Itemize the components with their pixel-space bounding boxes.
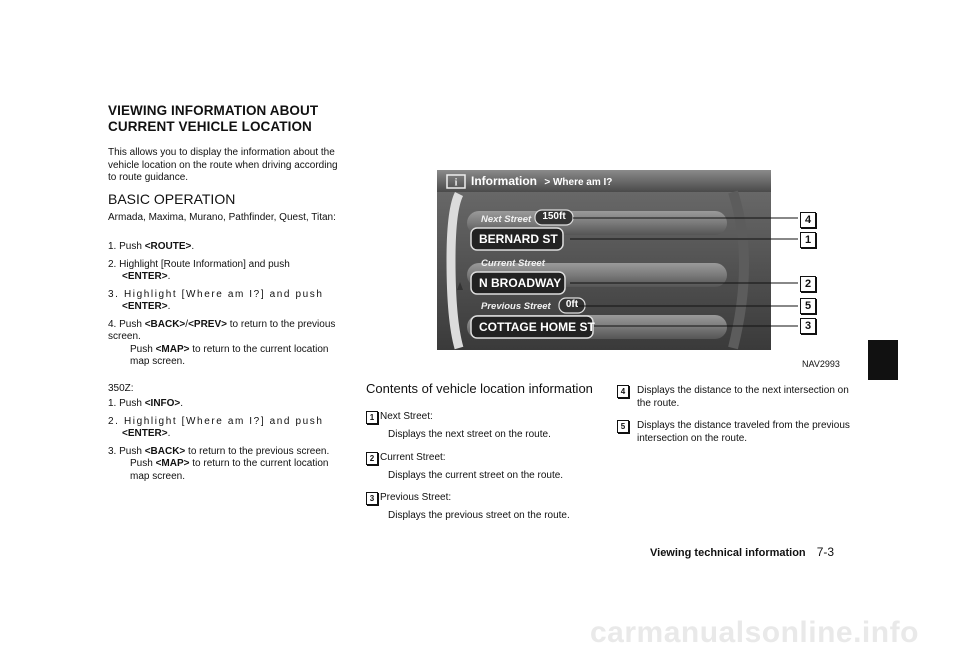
callout-1: 1 bbox=[800, 232, 816, 248]
next-street-label: Next Street bbox=[481, 214, 532, 225]
basic-operation-title: BASIC OPERATION bbox=[108, 191, 236, 207]
step-a3: 3. Highlight [Where am I?] and push <ENTER>. bbox=[108, 288, 324, 312]
screen-title: Information bbox=[471, 174, 537, 188]
contents-item-1: 1 Next Street: Displays the next street on the route. bbox=[366, 411, 596, 442]
models-b: 350Z: bbox=[108, 383, 134, 394]
contents-list-left bbox=[366, 411, 596, 523]
svg-text:i: i bbox=[454, 177, 458, 189]
step-b2: 2. Highlight [Where am I?] and push <ENTER>. bbox=[108, 415, 324, 439]
footer-page: 7-3 bbox=[816, 545, 835, 559]
contents-item-3: 3 Previous Street: Displays the previous street on the route. bbox=[366, 492, 596, 523]
step-b3: 3. Push <BACK> to return to the previous screen. Push <MAP> to return to the current location map screen. bbox=[108, 445, 330, 482]
callout-5: 5 bbox=[800, 298, 816, 314]
models-a-steps bbox=[108, 241, 346, 369]
screen-breadcrumb: > Where am I? bbox=[544, 177, 613, 188]
current-street-label: Current Street bbox=[481, 258, 545, 269]
intro-paragraph: This allows you to display the information about the vehicle location on the route when driving according to route guidance. bbox=[108, 147, 338, 183]
step-b1: 1. Push <INFO>. bbox=[108, 398, 184, 409]
contents-item-5: 5 Displays the distance traveled from the previous intersection on the route. bbox=[617, 420, 857, 445]
step-a2: 2. Highlight [Route Information] and push <ENTER>. bbox=[108, 258, 290, 282]
page-heading bbox=[108, 103, 368, 135]
models-b-steps bbox=[108, 398, 346, 483]
previous-street-distance: 0ft bbox=[565, 299, 579, 310]
previous-street-label: Previous Street bbox=[481, 301, 551, 312]
callout-4: 4 bbox=[800, 212, 816, 228]
next-street-name: BERNARD ST bbox=[479, 232, 558, 246]
step-a1: 1. Push <ROUTE>. bbox=[108, 241, 195, 252]
watermark: carmanualsonline.info bbox=[590, 616, 919, 649]
callout-3: 3 bbox=[800, 318, 816, 334]
contents-item-4: 4 Displays the distance to the next intersection on the route. bbox=[617, 385, 857, 410]
callout-lines bbox=[570, 210, 800, 340]
page-footer bbox=[650, 545, 834, 559]
previous-street-name: COTTAGE HOME ST bbox=[479, 320, 595, 334]
section-tab bbox=[868, 340, 898, 380]
contents-title: Contents of vehicle location information bbox=[366, 381, 593, 396]
heading-line-2: CURRENT VEHICLE LOCATION bbox=[108, 119, 312, 134]
contents-list-right bbox=[617, 385, 857, 445]
next-street-distance: 150ft bbox=[542, 211, 566, 222]
contents-item-2: 2 Current Street: Displays the current street on the route. bbox=[366, 452, 596, 483]
current-street-name: N BROADWAY bbox=[479, 276, 562, 290]
step-a4: 4. Push <BACK>/<PREV> to return to the previous screen. Push <MAP> to return to the current location map screen. bbox=[108, 318, 336, 367]
figure-id: NAV2993 bbox=[802, 359, 840, 369]
footer-section: Viewing technical information bbox=[650, 547, 806, 559]
callout-2: 2 bbox=[800, 276, 816, 292]
heading-line-1: VIEWING INFORMATION ABOUT bbox=[108, 103, 319, 118]
models-a: Armada, Maxima, Murano, Pathfinder, Quest, Titan: bbox=[108, 212, 336, 223]
